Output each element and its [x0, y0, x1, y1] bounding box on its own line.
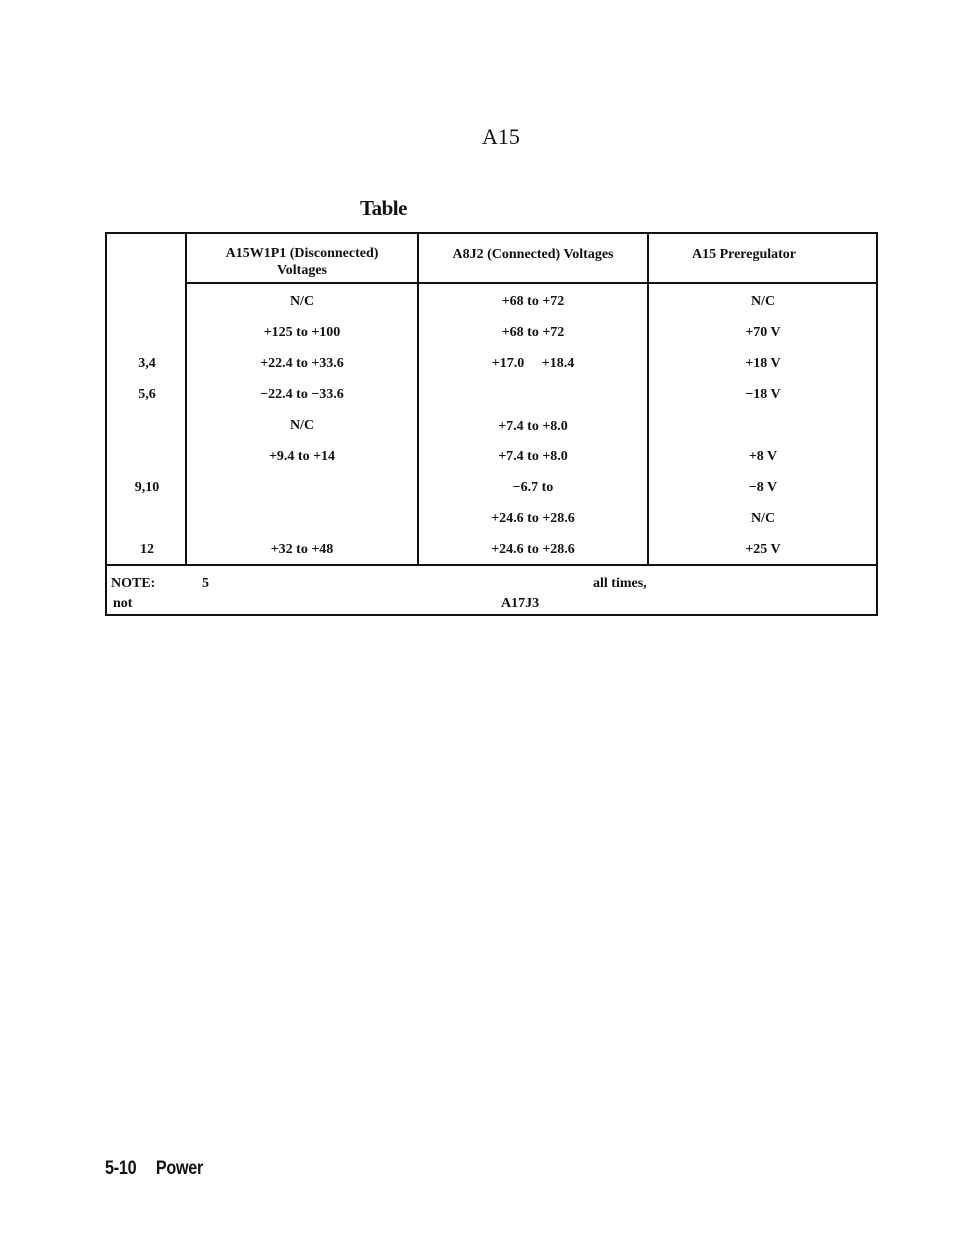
header-connected: A8J2 (Connected) Voltages: [452, 247, 614, 262]
pin-cell: 3,4: [138, 356, 156, 371]
connected-cell: +68 to +72: [501, 325, 565, 340]
connected-cell: +17.0 +18.4: [491, 356, 575, 371]
preregulator-cell: N/C: [750, 511, 776, 526]
preregulator-cell: −8 V: [748, 480, 778, 495]
note-label: NOTE:: [111, 576, 156, 591]
disconnected-cell: +22.4 to +33.6: [260, 356, 344, 371]
connected-cell: −6.7 to: [512, 480, 554, 495]
connected-cell: +7.4 to +8.0: [498, 419, 568, 434]
pin-cell: 5,6: [138, 387, 156, 402]
preregulator-cell: N/C: [750, 294, 776, 309]
preregulator-cell: +8 V: [748, 449, 778, 464]
disconnected-cell: +9.4 to +14: [268, 449, 336, 464]
voltage-table: [105, 232, 878, 616]
preregulator-cell: +18 V: [745, 356, 781, 371]
header-disconnected-line1: A15W1P1 (Disconnected): [225, 246, 379, 261]
disconnected-cell: N/C: [289, 418, 315, 433]
disconnected-cell: N/C: [289, 294, 315, 309]
note-text: A17J3: [501, 596, 540, 611]
note-text: not: [113, 596, 133, 611]
pin-cell: 9,10: [134, 480, 160, 495]
header-divider: [185, 282, 878, 284]
note-text: all times,: [593, 576, 647, 591]
preregulator-cell: +25 V: [745, 542, 781, 557]
note-divider: [107, 564, 878, 566]
pin-cell: 12: [140, 542, 154, 557]
disconnected-cell: −22.4 to −33.6: [260, 387, 344, 402]
connected-cell: +24.6 to +28.6: [491, 542, 575, 557]
page-number: 5-10: [105, 1158, 137, 1179]
header-disconnected-line2: Voltages: [276, 263, 328, 278]
footer-section: Power: [155, 1158, 204, 1179]
disconnected-cell: +32 to +48: [270, 542, 334, 557]
connected-cell: +68 to +72: [501, 294, 565, 309]
header-preregulator: A15 Preregulator: [691, 247, 797, 262]
disconnected-cell: +125 to +100: [263, 325, 341, 340]
section-heading: A15: [482, 124, 520, 149]
page-footer: [105, 1158, 218, 1180]
preregulator-cell: −18 V: [745, 387, 781, 402]
connected-cell: +24.6 to +28.6: [491, 511, 575, 526]
note-text: 5: [202, 576, 209, 591]
header-disconnected: [187, 245, 417, 279]
connected-cell: +7.4 to +8.0: [498, 449, 568, 464]
preregulator-cell: +70 V: [745, 325, 781, 340]
table-title: Table: [360, 196, 407, 220]
